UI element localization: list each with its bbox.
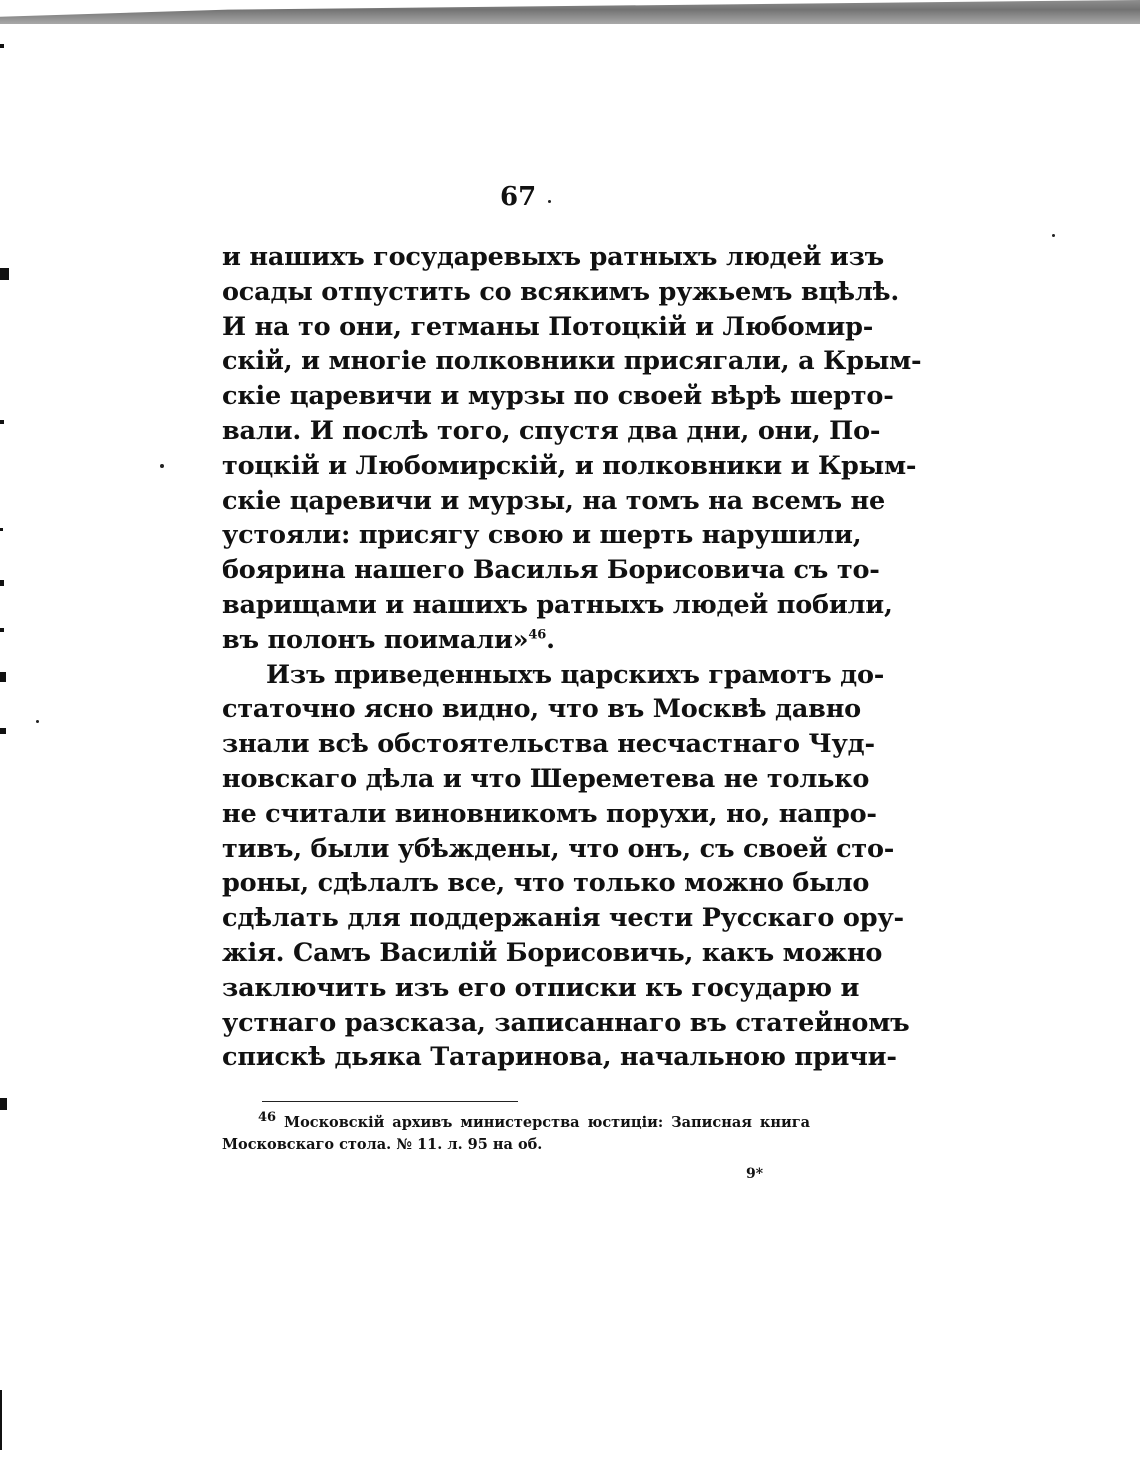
- text-line: не считали виновникомъ порухи, но, напро-: [222, 798, 877, 829]
- text-line: статочно ясно видно, что въ Москвѣ давно: [222, 694, 861, 725]
- footnote: [222, 1112, 810, 1156]
- text-line: знали всѣ обстоятельства несчастнаго Чуд-: [222, 729, 875, 760]
- text-line: тоцкій и Любомирскій, и полковники и Крым-: [222, 450, 917, 481]
- text-line: И на то они, гетманы Потоцкій и Любомир-: [222, 311, 874, 342]
- text-line: варищами и нашихъ ратныхъ людей побили,: [222, 589, 893, 620]
- text-line: и нашихъ государевыхъ ратныхъ людей изъ: [222, 242, 885, 272]
- text-line: жія. Самъ Василій Борисовичь, какъ можно: [222, 937, 883, 968]
- footnote-marker: 46: [258, 1110, 277, 1126]
- page-number: 67: [500, 182, 537, 212]
- text-line: устнаго разсказа, записаннаго въ статейномъ: [222, 1007, 910, 1038]
- text-line: сдѣлать для поддержанія чести Русскаго ору-: [222, 903, 904, 934]
- text-line: новскаго дѣла и что Шереметева не только: [222, 763, 870, 794]
- text-line: вали. И послѣ того, спустя два дни, они, По-: [222, 415, 881, 446]
- footnote-line: $^{46}$ Московскій архивъ министерства юстиціи: Записная книга: [258, 1110, 810, 1131]
- text-line: скіе царевичи и мурзы, на томъ на всемъ не: [222, 485, 885, 516]
- text-line: осады отпустить со всякимъ ружьемъ вцѣлѣ.: [222, 276, 900, 307]
- signature-mark: 9*: [746, 1166, 764, 1182]
- text-line: устояли: присягу свою и шерть нарушили,: [222, 520, 862, 551]
- footnote-ref[interactable]: 46: [528, 627, 547, 643]
- footnote-divider: [262, 1101, 518, 1102]
- text-line: скій, и многіе полковники присягали, а Крым-: [222, 346, 922, 377]
- text-line: скіе царевичи и мурзы по своей вѣрѣ шерто-: [222, 381, 894, 412]
- text-line: роны, сдѣлалъ все, что только можно было: [222, 868, 870, 899]
- stray-dot: [36, 720, 39, 723]
- scan-margin-marks: [0, 0, 14, 1476]
- scan-edge-shadow: [0, 0, 1140, 24]
- text-line: Изъ приведенныхъ царскихъ грамотъ до-: [266, 659, 885, 690]
- text-line: въ полонъ поимали»$^{46}$.: [222, 624, 555, 655]
- text-line: заключить изъ его отписки къ государю и: [222, 972, 860, 1003]
- text-line: спискѣ дьяка Татаринова, начальною причи-: [222, 1042, 897, 1073]
- footnote-line: Московскаго стола. № 11. л. 95 на об.: [222, 1136, 543, 1153]
- stray-dot: [160, 464, 164, 468]
- text-line: боярина нашего Василья Борисовича съ то-: [222, 555, 880, 586]
- body-text: [222, 240, 922, 1075]
- text-line: тивъ, были убѣждены, что онъ, съ своей сто-: [222, 833, 895, 864]
- stray-dot: [1052, 234, 1055, 237]
